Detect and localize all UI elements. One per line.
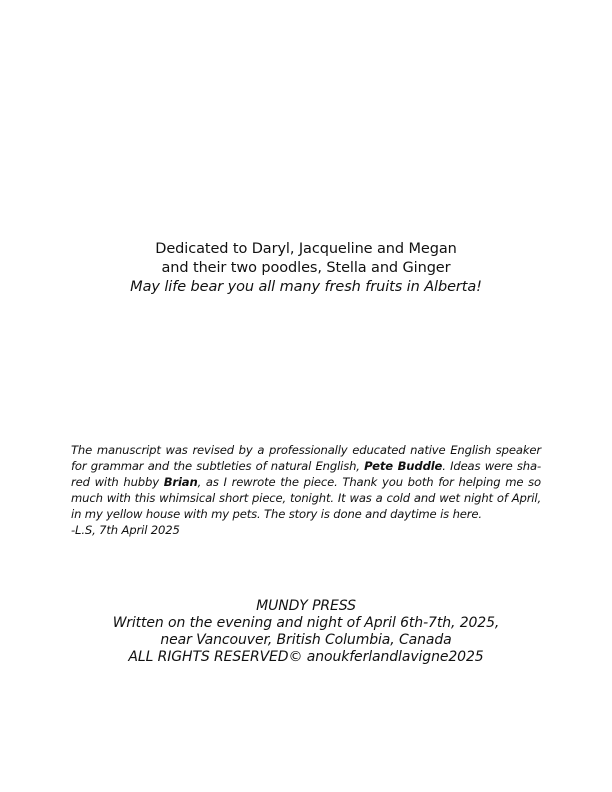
colophon-block [0, 598, 612, 666]
note-text-1: The manuscript was revised by a professionally educated native English speaker for grammar and the subtleties of natural English, [71, 443, 541, 474]
written-location: near Vancouver, British Columbia, Canada [160, 632, 452, 648]
note-text-2: . Ideas were sha-red with hubby [71, 459, 541, 490]
dedication-block [0, 240, 612, 297]
note-text-3: , as I rewrote the piece. Thank you both for helping me so much with this whimsical short piece, tonight. It was a cold and wet night of April, in my yellow house with my pets. The story is done and daytime is here. [71, 475, 541, 522]
rights-notice: ALL RIGHTS RESERVED© anoukferlandlavigne2025 [128, 649, 484, 665]
publisher-name: MUNDY PRESS [256, 598, 356, 614]
written-date: Written on the evening and night of April 6th-7th, 2025, [112, 615, 500, 631]
dedication-line-1: Dedicated to Daryl, Jacqueline and Megan [155, 241, 457, 257]
dedication-wish: May life bear you all many fresh fruits in Alberta! [130, 279, 482, 295]
revision-note [71, 442, 541, 539]
dedication-line-2: and their two poodles, Stella and Ginger [161, 260, 451, 276]
note-signature: -L.S, 7th April 2025 [71, 523, 180, 538]
husband-name: Brian [163, 475, 198, 490]
reviser-name: Pete Buddle [364, 459, 443, 474]
